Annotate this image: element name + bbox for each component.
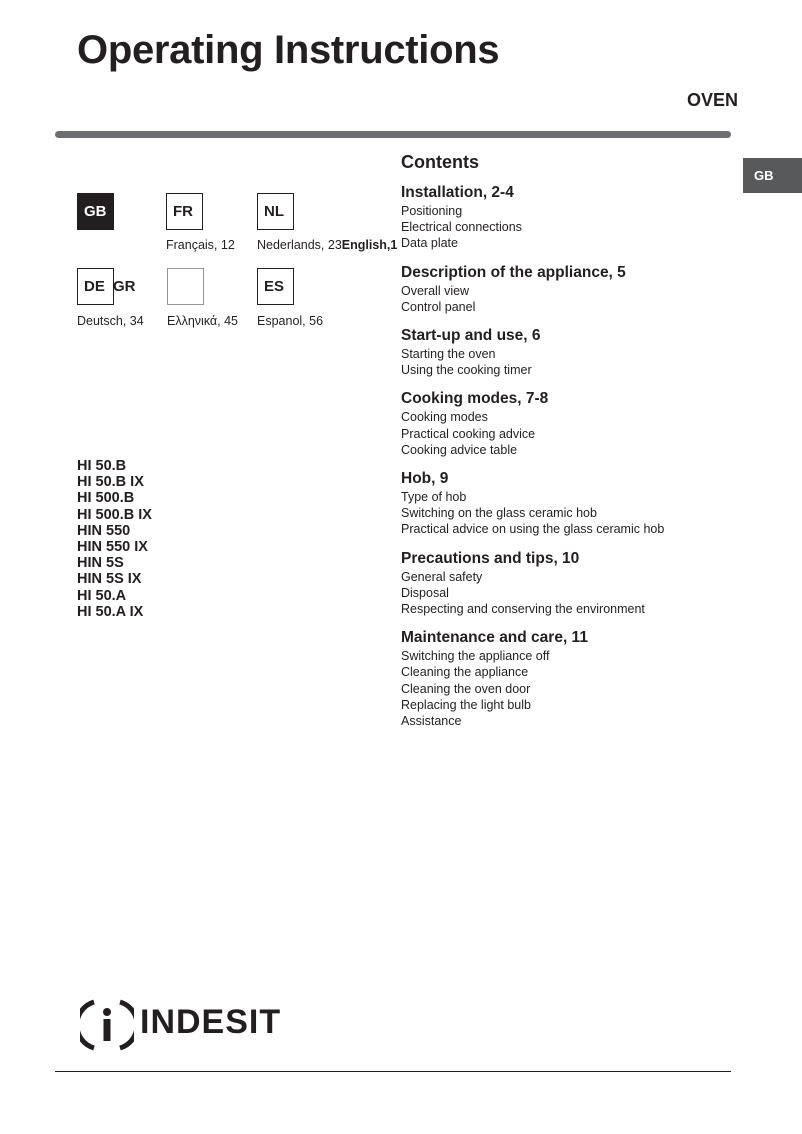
model-item: HIN 5S xyxy=(77,555,124,572)
toc-item: Positioning xyxy=(401,204,463,218)
lang-box-fr: FR xyxy=(166,193,203,230)
toc-item: Switching the appliance off xyxy=(401,649,550,664)
brand-wordmark: INDESIT xyxy=(140,1003,282,1041)
toc-item: Overall view xyxy=(401,283,470,298)
lang-box-gr xyxy=(167,268,204,305)
toc-item: Cooking advice table xyxy=(401,442,518,457)
toc-item: Type of hob xyxy=(401,490,467,505)
toc-item: Cleaning the appliance xyxy=(401,665,529,680)
model-list xyxy=(77,458,152,620)
toc-section-title: Hob, 9 xyxy=(401,470,449,488)
footer-rule xyxy=(55,1071,731,1072)
model-item: HIN 550 xyxy=(77,522,131,539)
lang-label-de: Deutsch, 34 xyxy=(77,314,144,328)
lang-code-gr: GR xyxy=(113,278,136,295)
header-rule xyxy=(55,131,731,138)
model-item: HI 50.B IX xyxy=(77,474,144,491)
toc-section-title: Description of the appliance, 5 xyxy=(401,263,626,281)
contents-heading: Contents xyxy=(401,152,479,172)
lang-label-fr: Français, 12 xyxy=(166,238,235,252)
model-item: HI 50.B xyxy=(77,458,127,474)
model-item: HI 500.B IX xyxy=(77,506,152,523)
toc-item: Respecting and conserving the environment xyxy=(401,602,645,617)
table-of-contents xyxy=(401,152,731,740)
toc-item: Electrical connections xyxy=(401,220,522,235)
lang-label-es: Espanol, 56 xyxy=(257,314,324,328)
indesit-logo-icon xyxy=(80,998,134,1052)
toc-item: Control panel xyxy=(401,299,476,314)
language-side-tab: GB xyxy=(743,158,802,193)
toc-section-title: Start-up and use, 6 xyxy=(401,327,541,345)
model-item: HI 500.B xyxy=(77,490,135,507)
model-item: HI 50.A xyxy=(77,587,127,604)
lang-box-es: ES xyxy=(257,268,294,305)
lang-box-de: DE xyxy=(77,268,114,305)
toc-item: Switching on the glass ceramic hob xyxy=(401,506,597,521)
toc-section-startup xyxy=(401,326,731,378)
lang-box-gb: GB xyxy=(77,193,114,230)
toc-item: Practical advice on using the glass ceramic hob xyxy=(401,522,665,537)
toc-item: Assistance xyxy=(401,714,462,729)
lang-label-english: English,1 xyxy=(341,238,398,252)
toc-section-description xyxy=(401,263,731,315)
product-type: OVEN xyxy=(686,90,738,110)
toc-item: Data plate xyxy=(401,236,458,251)
toc-item: Disposal xyxy=(401,585,449,600)
model-item: HIN 550 IX xyxy=(77,539,148,556)
lang-label-gr: Ελληνικά, 45 xyxy=(167,314,238,328)
toc-section-title: Cooking modes, 7-8 xyxy=(401,390,549,408)
toc-item: Practical cooking advice xyxy=(401,426,536,441)
toc-section-title: Precautions and tips, 10 xyxy=(401,549,580,567)
toc-section-maintenance xyxy=(401,628,731,729)
toc-section-title: Maintenance and care, 11 xyxy=(401,629,588,647)
model-item: HI 50.A IX xyxy=(77,603,144,620)
toc-section-title: Installation, 2-4 xyxy=(401,184,514,201)
toc-section-cooking-modes xyxy=(401,389,731,458)
toc-item: Cleaning the oven door xyxy=(401,681,531,696)
toc-item: Cooking modes xyxy=(401,410,488,425)
toc-section-hob xyxy=(401,469,731,538)
toc-section-precautions xyxy=(401,549,731,618)
lang-box-nl: NL xyxy=(257,193,294,230)
toc-item: Using the cooking timer xyxy=(401,363,532,378)
page-title: Operating Instructions xyxy=(77,28,500,72)
model-item: HIN 5S IX xyxy=(77,571,142,588)
toc-item: General safety xyxy=(401,569,483,584)
toc-item: Starting the oven xyxy=(401,347,496,362)
lang-label-nl: Nederlands, 23English,1 xyxy=(257,238,398,252)
toc-item: Replacing the light bulb xyxy=(401,697,531,712)
toc-section-installation xyxy=(401,183,731,252)
